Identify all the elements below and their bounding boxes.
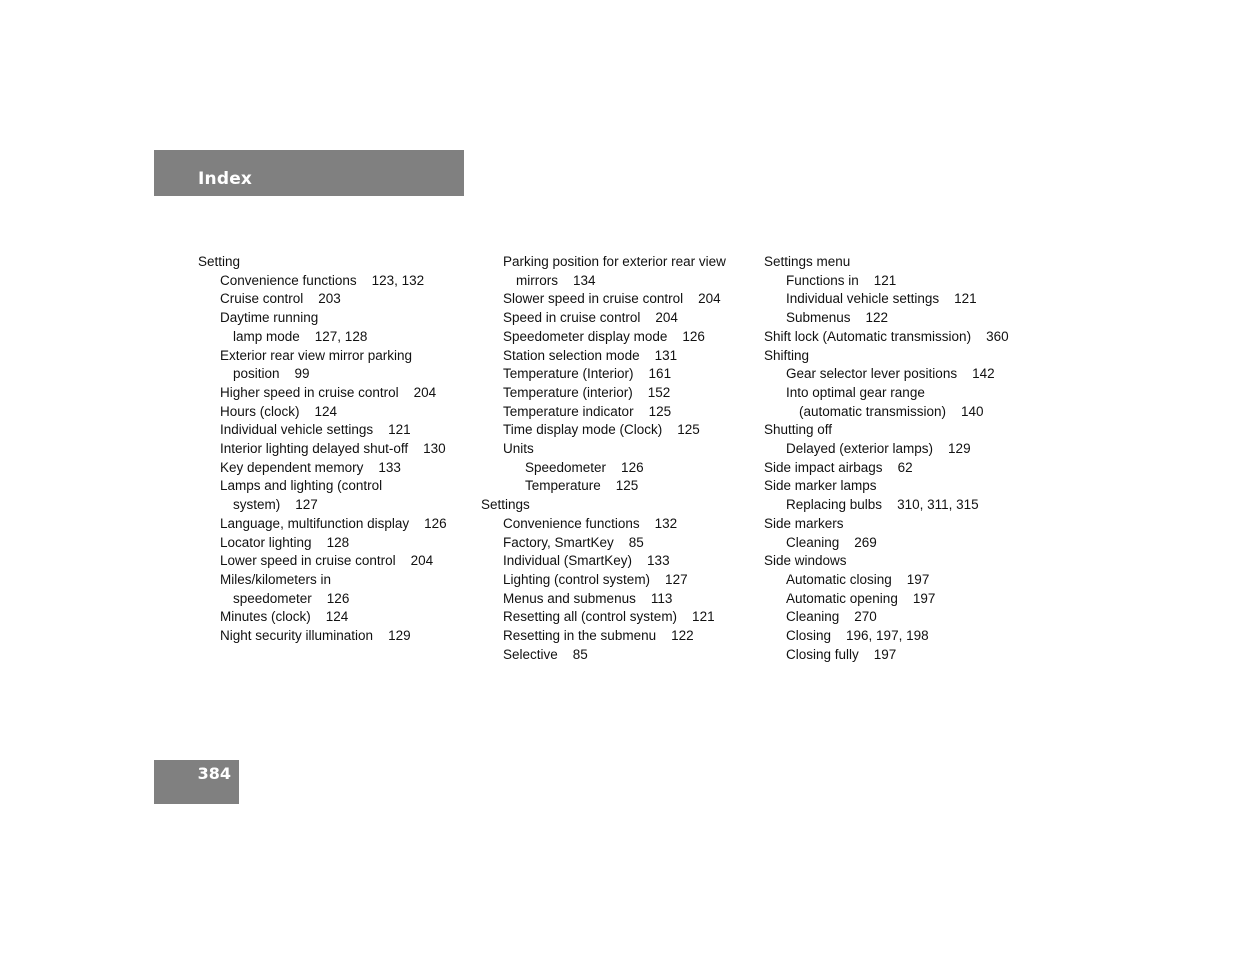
index-entry: Shutting off	[764, 422, 833, 438]
index-subentry: speedometer 126	[233, 590, 350, 606]
index-subentry: Convenience functions 123, 132	[220, 272, 425, 288]
index-subentry: Menus and submenus 113	[503, 590, 673, 606]
index-subentry: Minutes (clock) 124	[220, 609, 349, 625]
index-entry: Shifting	[764, 347, 810, 363]
index-subentry: Individual vehicle settings 121	[786, 291, 977, 307]
index-subentry: Selective 85	[503, 646, 588, 662]
page-number-tab	[154, 760, 239, 804]
index-subentry: Units	[503, 441, 534, 457]
index-subentry: Time display mode (Clock) 125	[503, 422, 700, 438]
index-subentry: Speedometer display mode 126	[503, 328, 705, 344]
index-subentry: Temperature indicator 125	[503, 403, 672, 419]
index-subentry: mirrors 134	[516, 272, 596, 288]
index-header-bar	[154, 150, 464, 196]
index-subentry: Slower speed in cruise control 204	[503, 291, 721, 307]
index-subentry: Speed in cruise control 204	[503, 310, 678, 326]
index-subentry: Night security illumination 129	[220, 628, 411, 644]
index-subentry: Temperature 125	[525, 478, 639, 494]
index-subentry: Temperature (interior) 152	[503, 384, 671, 400]
index-entry: Side markers	[764, 515, 844, 531]
index-subentry: Individual (SmartKey) 133	[503, 553, 670, 569]
index-subentry: lamp mode 127, 128	[233, 328, 368, 344]
index-subentry: Miles/kilometers in	[220, 571, 332, 587]
index-subentry: Delayed (exterior lamps) 129	[786, 441, 971, 457]
page-number: 384	[197, 764, 231, 783]
index-entry: Settings	[481, 497, 530, 513]
index-subentry: (automatic transmission) 140	[799, 403, 984, 419]
index-column-2	[481, 253, 726, 664]
index-subentry: Replacing bulbs 310, 311, 315	[786, 497, 979, 513]
index-entry: Side windows	[764, 553, 847, 569]
index-column-3	[764, 253, 1009, 664]
index-subentry: Resetting in the submenu 122	[503, 628, 694, 644]
index-subentry: Station selection mode 131	[503, 347, 678, 363]
index-subentry: Locator lighting 128	[220, 534, 350, 550]
index-subentry: Daytime running	[220, 310, 319, 326]
index-subentry: Closing fully 197	[786, 646, 897, 662]
index-subentry: Lamps and lighting (control	[220, 478, 383, 494]
index-title: Index	[198, 169, 253, 189]
index-subentry: Cleaning 270	[786, 609, 877, 625]
index-subentry: Automatic opening 197	[786, 590, 936, 606]
index-subentry: position 99	[233, 366, 310, 382]
index-subentry: Factory, SmartKey 85	[503, 534, 644, 550]
index-subentry: Cleaning 269	[786, 534, 877, 550]
index-subentry: Language, multifunction display 126	[220, 515, 447, 531]
index-subentry: Parking position for exterior rear view	[503, 254, 726, 269]
index-entry: Side impact airbags 62	[764, 459, 913, 475]
index-subentry: Higher speed in cruise control 204	[220, 384, 437, 400]
index-subentry: Exterior rear view mirror parking	[220, 347, 413, 363]
index-subentry: Interior lighting delayed shut-off 130	[220, 441, 446, 457]
index-subentry: system) 127	[233, 497, 318, 513]
index-subentry: Lower speed in cruise control 204	[220, 553, 434, 569]
index-entry: Setting	[198, 254, 241, 269]
index-subentry: Resetting all (control system) 121	[503, 609, 715, 625]
index-subentry: Cruise control 203	[220, 291, 341, 307]
index-subentry: Into optimal gear range	[786, 384, 925, 400]
index-subentry: Temperature (Interior) 161	[503, 366, 672, 382]
index-subentry: Hours (clock) 124	[220, 403, 338, 419]
index-subentry: Lighting (control system) 127	[503, 571, 688, 587]
index-subentry: Closing 196, 197, 198	[786, 628, 929, 644]
index-subentry: Convenience functions 132	[503, 515, 678, 531]
index-entry: Side marker lamps	[764, 478, 877, 494]
index-subentry: Automatic closing 197	[786, 571, 930, 587]
index-subentry: Individual vehicle settings 121	[220, 422, 411, 438]
index-entry: Shift lock (Automatic transmission) 360	[764, 328, 1009, 344]
index-subentry: Speedometer 126	[525, 459, 644, 475]
index-subentry: Submenus 122	[786, 310, 889, 326]
index-entry: Settings menu	[764, 254, 851, 269]
index-subentry: Functions in 121	[786, 272, 897, 288]
index-column-1	[198, 253, 447, 646]
index-subentry: Gear selector lever positions 142	[786, 366, 995, 382]
index-subentry: Key dependent memory 133	[220, 459, 401, 475]
